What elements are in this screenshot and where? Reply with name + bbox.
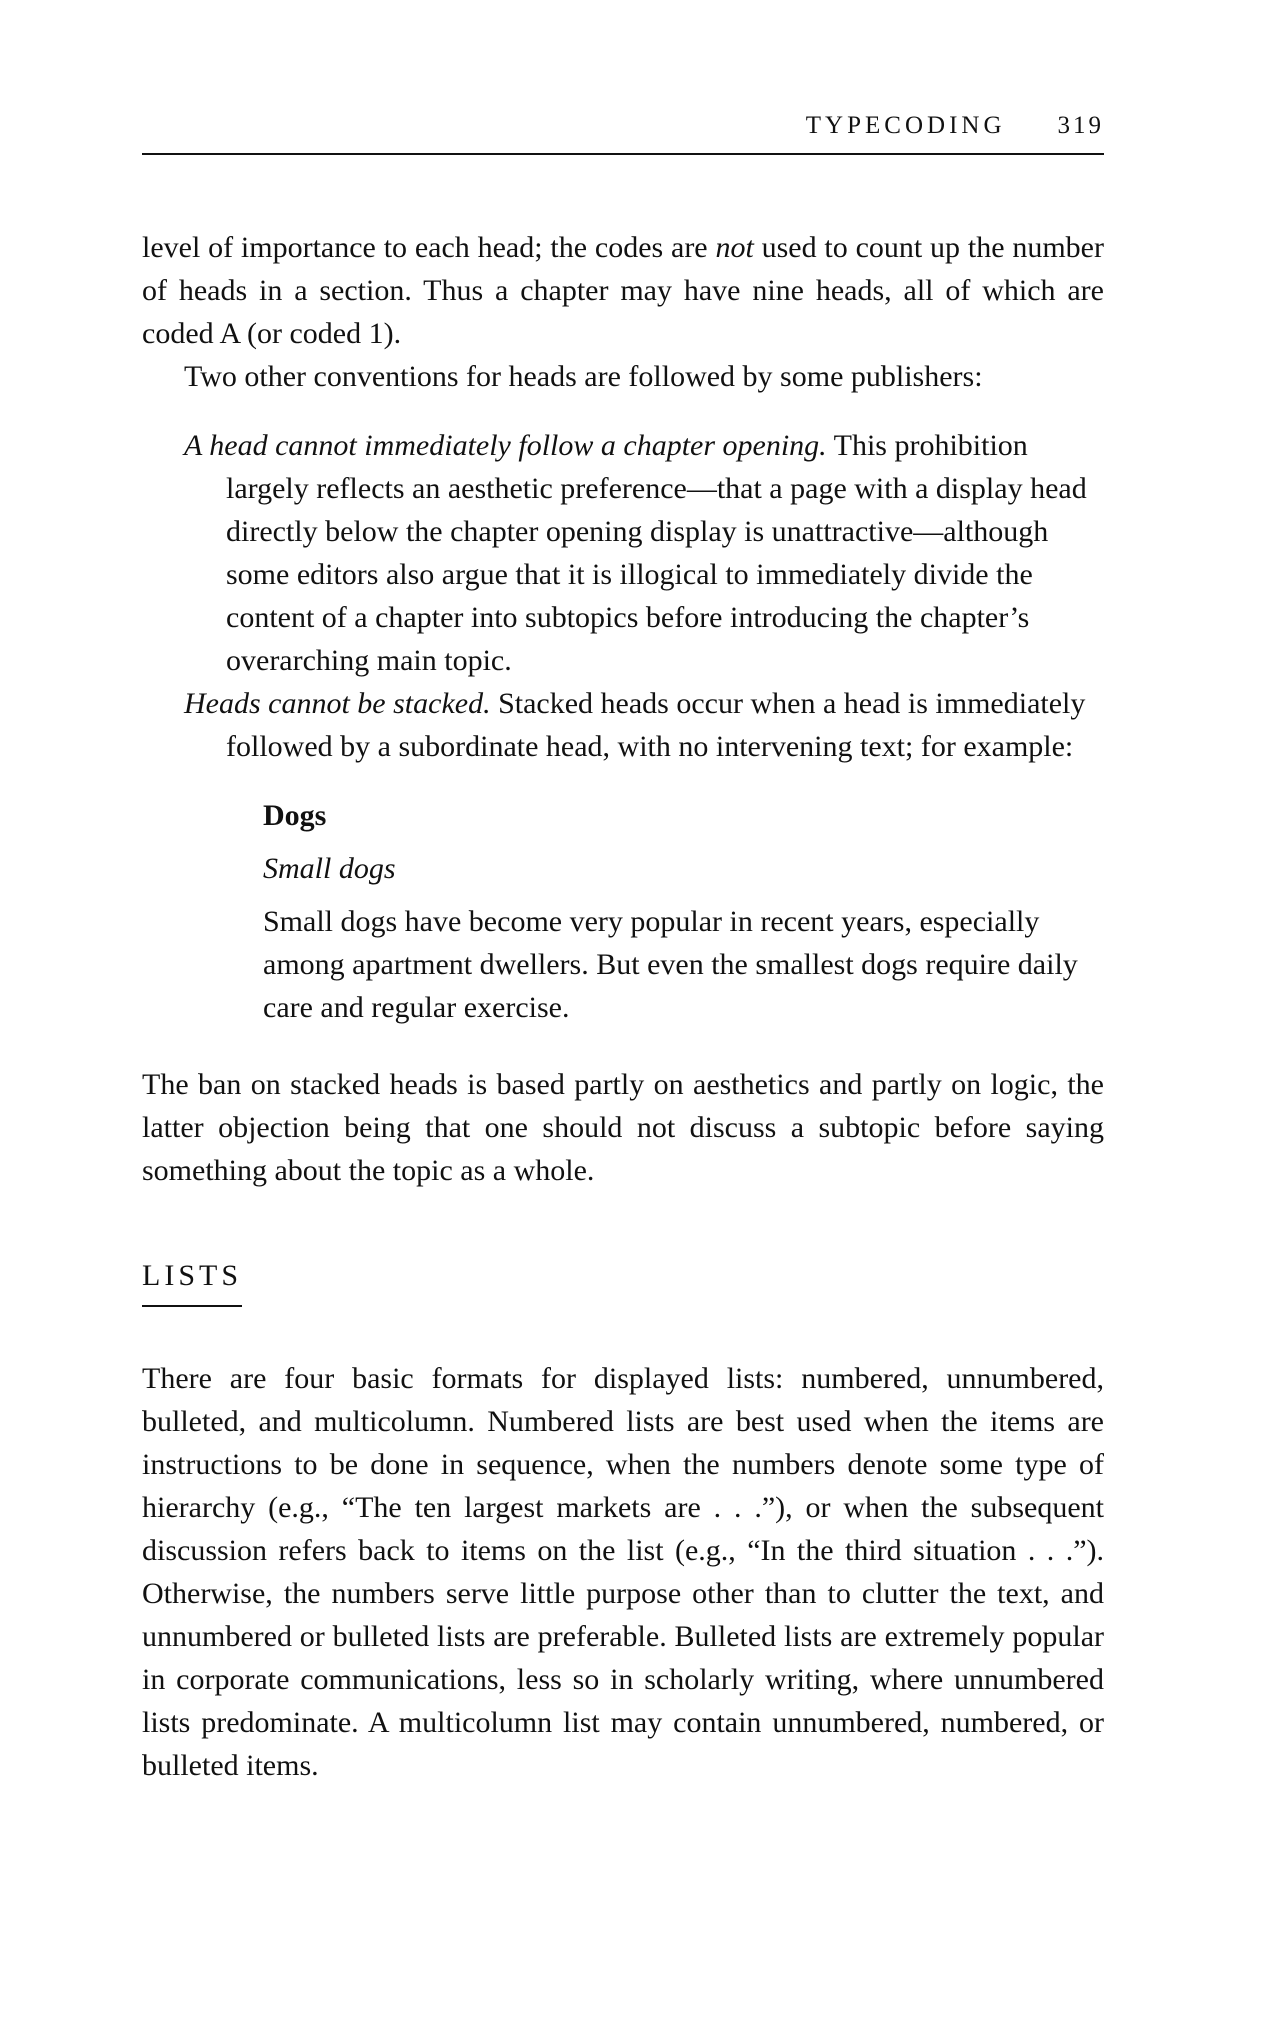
section-heading-lists: LISTS xyxy=(142,1254,242,1307)
running-head-title: TYPECODING xyxy=(805,112,1006,139)
emphasis-not: not xyxy=(715,231,754,264)
convention-item xyxy=(184,682,1104,768)
conventions-list xyxy=(184,424,1104,1029)
body-text xyxy=(142,226,1104,1787)
page-number: 319 xyxy=(1057,112,1104,139)
stacked-heads-example xyxy=(263,794,1104,1029)
convention-text: Stacked heads occur when a head is immediately followed by a subordinate head, with no intervening text; for example: xyxy=(226,687,1086,763)
convention-item xyxy=(184,424,1104,682)
paragraph-conventions-intro: Two other conventions for heads are followed by some publishers: xyxy=(184,360,983,393)
convention-term: Heads cannot be stacked. xyxy=(184,687,491,720)
running-head-rule xyxy=(142,153,1104,155)
example-text: Small dogs have become very popular in recent years, especially among apartment dwellers. But even the smallest dogs require daily care and regular exercise. xyxy=(263,905,1078,1024)
example-subhead-small-dogs: Small dogs xyxy=(263,852,396,885)
example-head-dogs: Dogs xyxy=(263,799,327,832)
convention-term: A head cannot immediately follow a chapter opening. xyxy=(184,429,827,462)
convention-text: This prohibition largely reflects an aesthetic preference—that a page with a display head directly below the chapter opening display is unattractive—although some editors also argue that it is illogical to immediately divide the content of a chapter into subtopics before introducing the chapter’s overarching main topic. xyxy=(226,429,1087,677)
running-head xyxy=(806,112,1104,140)
paragraph-typecode-levels: level of importance to each head; the codes are not used to count up the number of heads in a section. Thus a chapter may have nine heads, all of which are coded A (or coded 1). xyxy=(142,231,1104,350)
paragraph-list-formats: There are four basic formats for displayed lists: numbered, unnumbered, bulleted, and multicolumn. Numbered lists are best used when the items are instructions to be done in sequence, when the numbers denote some type of hierarchy (e.g., “The ten largest markets are . . .”), or when the subsequent discussion refers back to items on the list (e.g., “In the third situation . . .”). Otherwise, the numbers serve little purpose other than to clutter the text, and unnumbered or bulleted lists are preferable. Bulleted lists are extremely popular in corporate communications, less so in scholarly writing, where unnumbered lists predominate. A multicolumn list may contain unnumbered, numbered, or bulleted items. xyxy=(142,1362,1104,1782)
paragraph-stacked-ban: The ban on stacked heads is based partly on aesthetics and partly on logic, the latter objection being that one should not discuss a subtopic before saying something about the topic as a whole. xyxy=(142,1068,1104,1187)
